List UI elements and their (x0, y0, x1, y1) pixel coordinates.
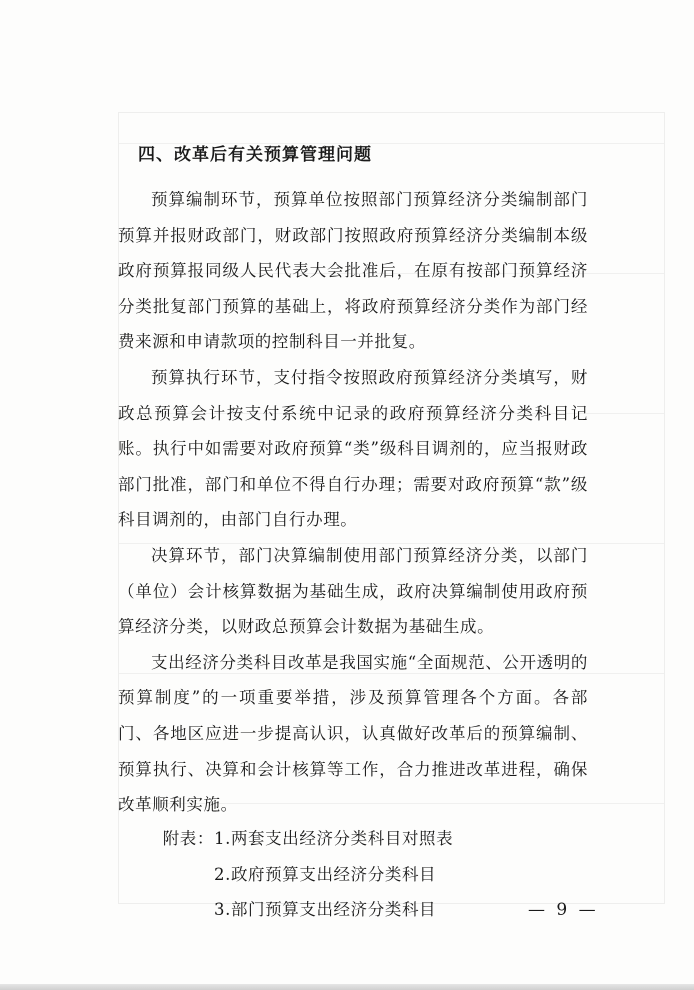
paragraph-reform-significance: 支出经济分类科目改革是我国实施“全面规范、公开透明的预算制度”的一项重要举措，涉及预算管理各个方面。各部门、各地区应进一步提高认识，认真做好改革后的预算编制、预算执行、决算和会计核算等工作，合力推进改革进程，确保改革顺利实施。 (118, 652, 588, 815)
attachments-label: 附表： (162, 829, 214, 848)
document-body (118, 138, 588, 823)
attachment-item (118, 892, 453, 928)
attachment-item (118, 821, 453, 857)
paragraph-budget-preparation: 预算编制环节，预算单位按照部门预算经济分类编制部门预算并报财政部门，财政部门按照政府预算经济分类编制本级政府预算报同级人民代表大会批准后，在原有按部门预算经济分类批复部门预算的基础上，将政府预算经济分类作为部门经费来源和申请款项的控制科目一并批复。 (118, 190, 588, 352)
attachment-title: 3.部门预算支出经济分类科目 (214, 900, 437, 920)
page-number: — 9 — (528, 900, 599, 920)
paragraph-budget-execution: 预算执行环节，支付指令按照政府预算经济分类填写，财政总预算会计按支付系统中记录的政府预算经济分类科目记账。执行中如需要对政府预算“类”级科目调剂的，应当报财政部门批准，部门和单位不得自行办理；需要对政府预算“款”级科目调剂的，由部门自行办理。 (118, 367, 588, 530)
scan-bottom-edge (0, 984, 694, 990)
section-heading: 四、改革后有关预算管理问题 (138, 145, 372, 165)
attachments-list (118, 821, 453, 928)
paragraph-final-accounts: 决算环节，部门决算编制使用部门预算经济分类，以部门（单位）会计核算数据为基础生成，政府决算编制使用政府预算经济分类，以财政总预算会计数据为基础生成。 (118, 545, 588, 637)
attachment-title: 2.政府预算支出经济分类科目 (214, 864, 437, 884)
attachment-title: 1.两套支出经济分类科目对照表 (214, 829, 454, 848)
attachment-item (118, 857, 453, 893)
